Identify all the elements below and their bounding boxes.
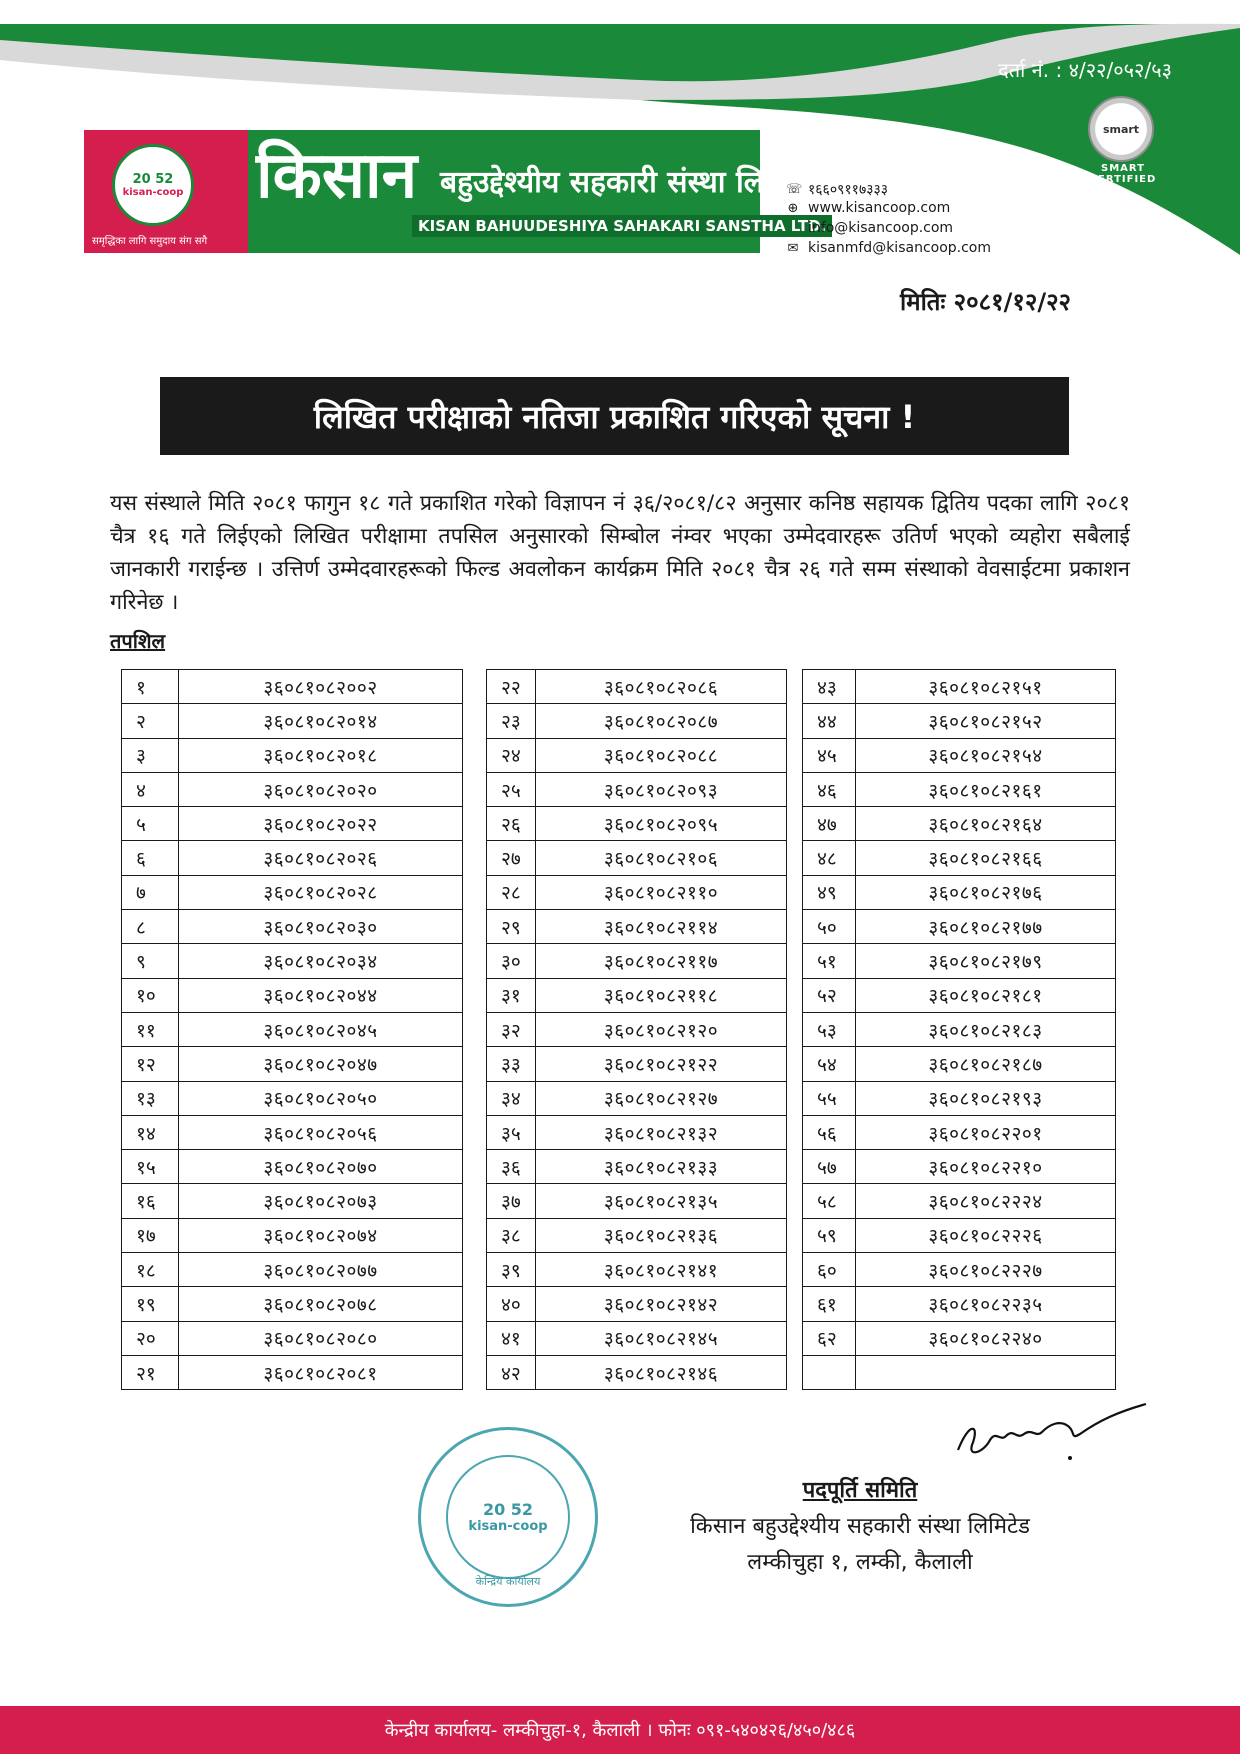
result-row	[487, 1355, 787, 1389]
result-row	[487, 1081, 787, 1115]
symbol-number: ३६०८१०८२०८८	[536, 738, 787, 772]
serial-number: ३६	[487, 1150, 536, 1184]
serial-number: १०	[122, 978, 179, 1012]
serial-number: ५५	[803, 1081, 856, 1115]
result-row	[803, 1321, 1116, 1355]
result-row	[803, 1047, 1116, 1081]
serial-number: २	[122, 704, 179, 738]
symbol-number: ३६०८१०८२०८०	[179, 1321, 463, 1355]
phone-icon: ☏	[786, 182, 803, 197]
symbol-number: ३६०८१०८२०९५	[536, 807, 787, 841]
serial-number: ३	[122, 738, 179, 772]
result-row	[803, 1287, 1116, 1321]
serial-number: ६२	[803, 1321, 856, 1355]
serial-number: ३७	[487, 1184, 536, 1218]
symbol-number: ३६०८१०८२१६६	[856, 841, 1116, 875]
serial-number: ५२	[803, 978, 856, 1012]
result-row	[122, 1287, 463, 1321]
symbol-number: ३६०८१०८२१६४	[856, 807, 1116, 841]
result-row	[122, 1150, 463, 1184]
serial-number: ३८	[487, 1218, 536, 1252]
logo-tagline: समृद्धिका लागि समुदाय संग सगै	[92, 236, 208, 247]
serial-number: ३१	[487, 978, 536, 1012]
serial-number: ५४	[803, 1047, 856, 1081]
serial-number: ५१	[803, 944, 856, 978]
serial-number: १	[122, 670, 179, 704]
committee-title: पदपूर्ति समिति	[802, 1478, 918, 1503]
empty-cell	[856, 1355, 1116, 1389]
serial-number: ११	[122, 1012, 179, 1046]
result-row	[122, 1081, 463, 1115]
symbol-number: ३६०८१०८२०३०	[179, 910, 463, 944]
serial-number: ३४	[487, 1081, 536, 1115]
logo-name: kisan-coop	[122, 187, 184, 198]
brand-subtitle: बहुउद्देश्यीय सहकारी संस्था लि.	[440, 165, 776, 200]
result-row	[803, 738, 1116, 772]
symbol-number: ३६०८१०८२१५२	[856, 704, 1116, 738]
symbol-number: ३६०८१०८२०९३	[536, 772, 787, 806]
symbol-number: ३६०८१०८२०१४	[179, 704, 463, 738]
serial-number: १८	[122, 1253, 179, 1287]
serial-number: ७	[122, 875, 179, 909]
serial-number: ३२	[487, 1012, 536, 1046]
serial-number: २९	[487, 910, 536, 944]
serial-number: ४	[122, 772, 179, 806]
result-row	[487, 772, 787, 806]
serial-number: ४२	[487, 1355, 536, 1389]
serial-number: १७	[122, 1218, 179, 1252]
result-row	[487, 1184, 787, 1218]
committee-address: लम्कीचुहा १, लम्की, कैलाली	[747, 1550, 973, 1575]
serial-number: २४	[487, 738, 536, 772]
stamp-inner-ring	[446, 1455, 570, 1579]
result-row	[487, 841, 787, 875]
serial-number: ५३	[803, 1012, 856, 1046]
serial-number: ४६	[803, 772, 856, 806]
result-row	[487, 910, 787, 944]
symbol-number: ३६०८१०८२०४५	[179, 1012, 463, 1046]
result-row	[803, 1081, 1116, 1115]
notice-date: मितिः २०८१/१२/२२	[900, 288, 1072, 316]
serial-number: ६१	[803, 1287, 856, 1321]
symbol-number: ३६०८१०८२१४५	[536, 1321, 787, 1355]
serial-number: ४९	[803, 875, 856, 909]
website-link[interactable]: www.kisancoop.com	[808, 200, 951, 216]
stamp-name: kisan-coop	[468, 1519, 548, 1534]
symbol-number: ३६०८१०८२०७३	[179, 1184, 463, 1218]
symbol-number: ३६०८१०८२१९३	[856, 1081, 1116, 1115]
serial-number: ८	[122, 910, 179, 944]
serial-number: ५७	[803, 1150, 856, 1184]
serial-number: १४	[122, 1115, 179, 1149]
serial-number: ४३	[803, 670, 856, 704]
symbol-number: ३६०८१०८२१५४	[856, 738, 1116, 772]
symbol-number: ३६०८१०८२०७४	[179, 1218, 463, 1252]
result-row	[487, 978, 787, 1012]
result-row	[122, 1115, 463, 1149]
serial-number: २१	[122, 1355, 179, 1389]
symbol-number: ३६०८१०८२१३३	[536, 1150, 787, 1184]
committee-block	[640, 1473, 1080, 1581]
result-row	[487, 944, 787, 978]
result-row	[803, 978, 1116, 1012]
symbol-number: ३६०८१०८२०७०	[179, 1150, 463, 1184]
symbol-number: ३६०८१०८२०७७	[179, 1253, 463, 1287]
committee-org: किसान बहुउद्देश्यीय सहकारी संस्था लिमिटेड	[690, 1514, 1030, 1539]
serial-number: २८	[487, 875, 536, 909]
info-email-link[interactable]: info@kisancoop.com	[808, 220, 954, 236]
symbol-number: ३६०८१०८२२३५	[856, 1287, 1116, 1321]
serial-number: ४८	[803, 841, 856, 875]
serial-number: २३	[487, 704, 536, 738]
result-row	[487, 670, 787, 704]
symbol-number: ३६०८१०८२१२७	[536, 1081, 787, 1115]
serial-number: ४५	[803, 738, 856, 772]
symbol-number: ३६०८१०८२०८१	[179, 1355, 463, 1389]
symbol-number: ३६०८१०८२०४४	[179, 978, 463, 1012]
symbol-number: ३६०८१०८२११७	[536, 944, 787, 978]
result-row	[122, 738, 463, 772]
result-row	[803, 1012, 1116, 1046]
symbol-number: ३६०८१०८२१८७	[856, 1047, 1116, 1081]
serial-number: ६०	[803, 1253, 856, 1287]
serial-number: ४४	[803, 704, 856, 738]
serial-number: २२	[487, 670, 536, 704]
result-row	[803, 772, 1116, 806]
result-row	[122, 772, 463, 806]
phone-number: १६६०९११७३३३	[808, 182, 889, 198]
result-row	[487, 1150, 787, 1184]
result-row	[122, 1253, 463, 1287]
result-row	[487, 1047, 787, 1081]
result-row	[487, 807, 787, 841]
result-row	[487, 1012, 787, 1046]
symbol-number: ३६०८१०८२१८१	[856, 978, 1116, 1012]
symbol-number: ३६०८१०८२०७८	[179, 1287, 463, 1321]
result-row	[122, 910, 463, 944]
serial-number: ३०	[487, 944, 536, 978]
result-row	[122, 978, 463, 1012]
serial-number: १६	[122, 1184, 179, 1218]
contact-info-email	[786, 220, 953, 236]
result-row	[487, 1321, 787, 1355]
result-row	[803, 1150, 1116, 1184]
serial-number: ५८	[803, 1184, 856, 1218]
stamp-office-label: केन्द्रिय कार्यालय	[475, 1575, 541, 1588]
symbol-number: ३६०८१०८२१०६	[536, 841, 787, 875]
registration-number: दर्ता नं. : ४/२२/०५२/५३	[998, 58, 1172, 82]
contact-mfd-email	[786, 240, 991, 256]
result-row	[487, 1287, 787, 1321]
serial-number: ३५	[487, 1115, 536, 1149]
serial-number: ५	[122, 807, 179, 841]
result-row	[122, 670, 463, 704]
symbol-number: ३६०८१०८२२२७	[856, 1253, 1116, 1287]
symbol-number: ३६०८१०८२१७७	[856, 910, 1116, 944]
symbol-number: ३६०८१०८२०८६	[536, 670, 787, 704]
signature	[950, 1390, 1150, 1480]
logo-year: 20 52	[132, 172, 174, 187]
symbol-number: ३६०८१०८२०८७	[536, 704, 787, 738]
symbol-number: ३६०८१०८२१७६	[856, 875, 1116, 909]
brand-name: किसान	[256, 139, 418, 213]
results-table-1	[121, 669, 463, 1390]
symbol-number: ३६०८१०८२१५१	[856, 670, 1116, 704]
brand-english-name: KISAN BAHUUDESHIYA SAHAKARI SANSTHA LTD.	[412, 215, 832, 237]
symbol-number: ३६०८१०८२१२२	[536, 1047, 787, 1081]
result-row	[803, 875, 1116, 909]
contact-web	[786, 200, 950, 216]
symbol-number: ३६०८१०८२१३५	[536, 1184, 787, 1218]
symbol-number: ३६०८१०८२०३४	[179, 944, 463, 978]
notice-paragraph: यस संस्थाले मिति २०८१ फागुन १८ गते प्रकाशित गरेको विज्ञापन नं ३६/२०८१/८२ अनुसार कनिष्ठ सहायक द्वितिय पदका लागि २०८१ चैत्र १६ गते लिईएको लिखित परीक्षामा तपसिल अनुसारको सिम्बोल नंम्वर भएका उम्मेदवारहरू उतिर्ण भएको व्यहोरा सबैलाई जानकारी गराईन्छ । उत्तिर्ण उम्मेदवारहरूको फिल्ड अवलोकन कार्यक्रम मिति २०८१ चैत्र २६ गते सम्म संस्थाको वेवसाईटमा प्रकाशन गरिनेछ ।	[110, 491, 1130, 615]
symbol-number: ३६०८१०८२०५६	[179, 1115, 463, 1149]
symbol-number: ३६०८१०८२१४२	[536, 1287, 787, 1321]
symbol-number: ३६०८१०८२१२०	[536, 1012, 787, 1046]
serial-number: ४१	[487, 1321, 536, 1355]
kisan-logo	[112, 144, 194, 226]
result-row	[122, 807, 463, 841]
results-table-2	[486, 669, 787, 1390]
result-row	[487, 1218, 787, 1252]
serial-number: २७	[487, 841, 536, 875]
result-row	[803, 910, 1116, 944]
results-table-3	[802, 669, 1116, 1390]
serial-number: ४७	[803, 807, 856, 841]
symbol-number: ३६०८१०८२०२६	[179, 841, 463, 875]
serial-number: २०	[122, 1321, 179, 1355]
serial-number: ३९	[487, 1253, 536, 1287]
result-row	[803, 1355, 1116, 1389]
tapashil-heading: तपशिल	[110, 629, 166, 653]
serial-number: १३	[122, 1081, 179, 1115]
result-row	[122, 1184, 463, 1218]
result-row	[487, 875, 787, 909]
serial-number: ४०	[487, 1287, 536, 1321]
result-row	[122, 704, 463, 738]
result-row	[487, 1253, 787, 1287]
serial-number: १२	[122, 1047, 179, 1081]
result-row	[803, 1115, 1116, 1149]
result-row	[122, 1012, 463, 1046]
globe-icon: ⊕	[787, 200, 799, 216]
symbol-number: ३६०८१०८२२०१	[856, 1115, 1116, 1149]
serial-number: ९	[122, 944, 179, 978]
symbol-number: ३६०८१०८२११०	[536, 875, 787, 909]
symbol-number: ३६०८१०८२१७९	[856, 944, 1116, 978]
smart-badge-icon: smart	[1088, 96, 1154, 162]
result-row	[122, 841, 463, 875]
result-row	[803, 1253, 1116, 1287]
result-row	[803, 1184, 1116, 1218]
symbol-number: ३६०८१०८२००२	[179, 670, 463, 704]
symbol-number: ३६०८१०८२१४१	[536, 1253, 787, 1287]
stamp-year: 20 52	[482, 1500, 534, 1519]
symbol-number: ३६०८१०८२०४७	[179, 1047, 463, 1081]
serial-number: ६	[122, 841, 179, 875]
result-row	[487, 704, 787, 738]
symbol-number: ३६०८१०८२१६१	[856, 772, 1116, 806]
symbol-number: ३६०८१०८२०१८	[179, 738, 463, 772]
mfd-email-link[interactable]: kisanmfd@kisancoop.com	[808, 240, 992, 256]
mail-icon: ✉	[787, 240, 799, 256]
result-row	[122, 875, 463, 909]
serial-number: १९	[122, 1287, 179, 1321]
symbol-number: ३६०८१०८२२२४	[856, 1184, 1116, 1218]
symbol-number: ३६०८१०८२०२०	[179, 772, 463, 806]
result-row	[487, 738, 787, 772]
serial-number: २६	[487, 807, 536, 841]
symbol-number: ३६०८१०८२२१०	[856, 1150, 1116, 1184]
empty-cell	[803, 1355, 856, 1389]
result-row	[803, 944, 1116, 978]
symbol-number: ३६०८१०८२०२२	[179, 807, 463, 841]
symbol-number: ३६०८१०८२०५०	[179, 1081, 463, 1115]
result-row	[803, 841, 1116, 875]
symbol-number: ३६०८१०८२१३२	[536, 1115, 787, 1149]
symbol-number: ३६०८१०८२११८	[536, 978, 787, 1012]
result-row	[803, 807, 1116, 841]
result-row	[122, 1321, 463, 1355]
result-row	[122, 1218, 463, 1252]
footer: केन्द्रीय कार्यालय- लम्कीचुहा-१, कैलाली । फोनः ०९१-५४०४२६/४५०/४८६	[0, 1706, 1240, 1754]
result-row	[803, 1218, 1116, 1252]
result-row	[487, 1115, 787, 1149]
serial-number: २५	[487, 772, 536, 806]
notice-title: लिखित परीक्षाको नतिजा प्रकाशित गरिएको सूचना !	[160, 377, 1069, 455]
symbol-number: ३६०८१०८२२४०	[856, 1321, 1116, 1355]
smart-certified-label: SMART CERTIFIED	[1089, 163, 1157, 185]
result-row	[122, 944, 463, 978]
serial-number: ५९	[803, 1218, 856, 1252]
contact-phone	[786, 180, 888, 199]
symbol-number: ३६०८१०८२२२६	[856, 1218, 1116, 1252]
symbol-number: ३६०८१०८२१४६	[536, 1355, 787, 1389]
result-row	[122, 1047, 463, 1081]
result-row	[122, 1355, 463, 1389]
serial-number: ५०	[803, 910, 856, 944]
symbol-number: ३६०८१०८२०२८	[179, 875, 463, 909]
serial-number: १५	[122, 1150, 179, 1184]
result-row	[803, 704, 1116, 738]
symbol-number: ३६०८१०८२११४	[536, 910, 787, 944]
serial-number: ५६	[803, 1115, 856, 1149]
symbol-number: ३६०८१०८२१३६	[536, 1218, 787, 1252]
serial-number: ३३	[487, 1047, 536, 1081]
result-row	[803, 670, 1116, 704]
symbol-number: ३६०८१०८२१८३	[856, 1012, 1116, 1046]
